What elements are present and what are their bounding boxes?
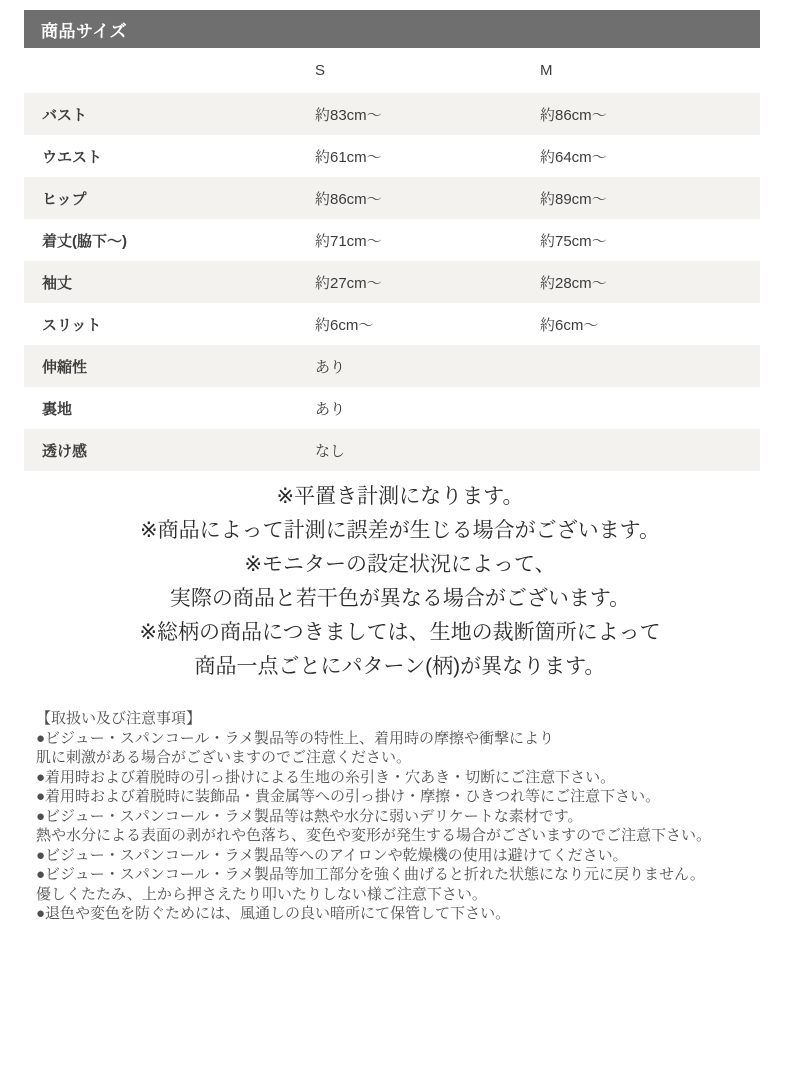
cell-s: なし [315,442,346,460]
row-label: 袖丈 [42,274,73,292]
handling-line: ●ビジュー・スパンコール・ラメ製品等の特性上、着用時の摩擦や衝撃により [36,729,555,747]
cell-m: 約86cm～ [540,106,607,124]
handling-line: ●着用時および着脱時の引っ掛けによる生地の糸引き・穴あき・切断にご注意下さい。 [36,768,616,786]
handling-line: ●ビジュー・スパンコール・ラメ製品等は熱や水分に弱いデリケートな素材です。 [36,807,583,825]
cell-m: 約75cm～ [540,232,607,250]
cell-m: 約64cm～ [540,148,607,166]
handling-heading: 【取扱い及び注意事項】 [36,710,202,727]
table-row-bust [24,93,760,135]
handling-line: 熱や水分による表面の剥がれや色落ち、変色や変形が発生する場合がございますのでご注意下さい。 [36,827,712,844]
cell-s: 約86cm～ [315,190,382,208]
column-header-s: S [315,62,326,79]
handling-line: ●着用時および着脱時に装飾品・貴金属等への引っ掛け・摩擦・ひきつれ等にご注意下さい。 [36,788,661,805]
handling-line: ●退色や変色を防ぐためには、風通しの良い暗所にて保管して下さい。 [36,905,511,922]
note-line: 商品一点ごとにパターン(柄)が異なります。 [194,655,606,678]
table-row-length [24,219,760,261]
table-row-waist [24,135,760,177]
table-row-stretch [24,345,760,387]
cell-s: 約61cm～ [315,148,382,166]
row-label: 着丈(脇下～) [42,232,127,250]
row-label: スリット [42,316,102,334]
column-header-m: M [540,62,553,79]
handling-line: 優しくたたみ、上から押さえたり叩いたりしない様ご注意下さい。 [36,885,487,903]
table-row-lining [24,387,760,429]
row-label: ヒップ [42,190,87,208]
size-table-section [24,10,760,471]
row-label: 透け感 [42,442,88,460]
handling-line: 肌に刺激がある場合がございますのでご注意ください。 [36,749,412,766]
cell-m: 約89cm～ [540,190,607,208]
row-label: 伸縮性 [42,358,88,376]
size-table-column-header-row [24,48,760,93]
cell-s: 約27cm～ [315,274,382,292]
table-row-slit [24,303,760,345]
size-section-header [24,10,760,48]
row-label: ウエスト [42,148,103,166]
note-line: ※平置き計測になります。 [276,485,524,508]
cell-s: 約83cm～ [315,106,382,124]
row-label: バスト [42,106,88,124]
cell-s: あり [315,400,346,418]
note-line: ※モニターの設定状況によって、 [244,553,556,576]
note-line: ※商品によって計測に誤差が生じる場合がございます。 [140,519,660,542]
size-table-body [24,93,760,471]
cell-s: あり [315,358,346,376]
row-label: 裏地 [42,400,73,418]
table-row-hip [24,177,760,219]
cell-m: 約6cm～ [540,316,599,334]
measurement-notes [0,480,800,684]
handling-line: ●ビジュー・スパンコール・ラメ製品等加工部分を強く曲げると折れた状態になり元に戻りません。 [36,866,705,883]
note-line: 実際の商品と若干色が異なる場合がございます。 [169,587,631,610]
cell-s: 約71cm～ [315,232,382,250]
note-line: ※総柄の商品につきましては、生地の裁断箇所によって [139,621,661,644]
cell-m: 約28cm～ [540,274,607,292]
section-title: 商品サイズ [41,21,128,41]
handling-notes [0,709,800,924]
handling-line: ●ビジュー・スパンコール・ラメ製品等へのアイロンや乾燥機の使用は避けてください。 [36,846,628,864]
cell-s: 約6cm～ [315,316,374,334]
table-row-sleeve [24,261,760,303]
table-row-sheerness [24,429,760,471]
